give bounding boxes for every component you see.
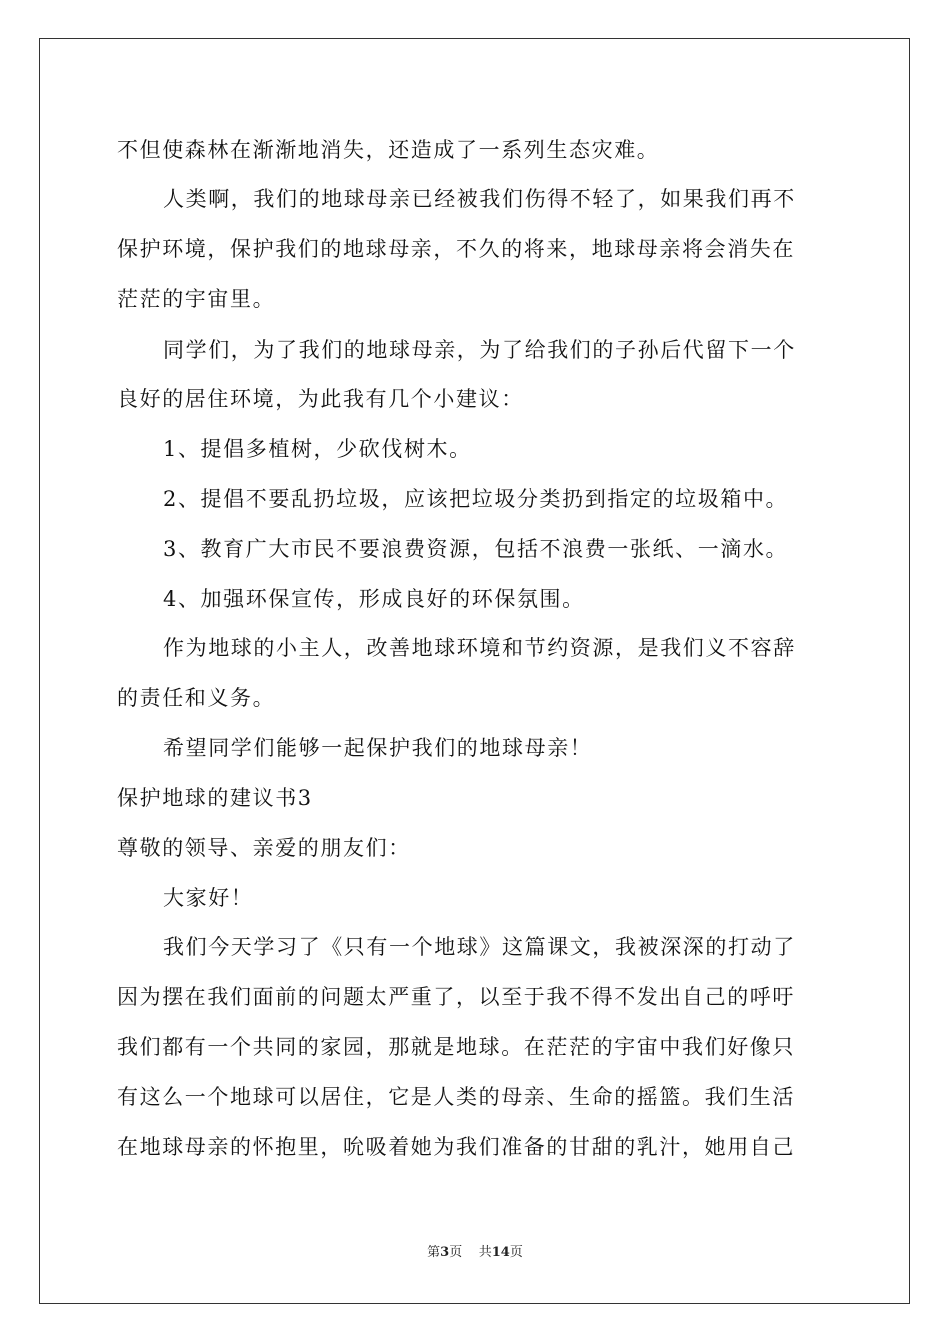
page-number: 3 [440,1245,450,1260]
total-suffix: 页 [509,1245,523,1260]
text-line: 我们都有一个共同的家园，那就是地球。在茫茫的宇宙中我们好像只 [117,1035,795,1059]
list-item: 4、加强环保宣传，形成良好的环保氛围。 [163,587,585,611]
page-suffix: 页 [449,1245,463,1260]
text-line: 保护环境，保护我们的地球母亲，不久的将来，地球母亲将会消失在 [117,237,795,261]
list-item: 2、提倡不要乱扔垃圾，应该把垃圾分类扔到指定的垃圾箱中。 [163,487,789,511]
text-line: 有这么一个地球可以居住，它是人类的母亲、生命的摇篮。我们生活 [117,1085,795,1109]
text-line: 茫茫的宇宙里。 [117,287,276,311]
text-line: 在地球母亲的怀抱里，吮吸着她为我们准备的甘甜的乳汁，她用自己 [117,1135,795,1159]
text-line: 的责任和义务。 [117,686,276,710]
list-item: 3、教育广大市民不要浪费资源，包括不浪费一张纸、一滴水。 [163,537,789,561]
list-item: 1、提倡多植树，少砍伐树木。 [163,437,472,461]
page-footer [0,1244,950,1262]
page-border [39,38,910,1304]
text-line: 良好的居住环境，为此我有几个小建议： [117,387,524,411]
greeting: 大家好！ [163,886,254,910]
page-prefix: 第 [427,1245,441,1260]
text-line: 因为摆在我们面前的问题太严重了，以至于我不得不发出自己的呼吁 [117,985,795,1009]
paragraph-line: 同学们，为了我们的地球母亲，为了给我们的子孙后代留下一个 [163,338,796,362]
page-total: 14 [491,1245,510,1260]
paragraph-line: 希望同学们能够一起保护我们的地球母亲！ [163,736,593,760]
text-line: 不但使森林在渐渐地消失，还造成了一系列生态灾难。 [117,138,660,162]
paragraph-line: 作为地球的小主人，改善地球环境和节约资源，是我们义不容辞 [163,636,796,660]
total-prefix: 共 [478,1245,492,1260]
salutation: 尊敬的领导、亲爱的朋友们： [117,836,411,860]
paragraph-line: 人类啊，我们的地球母亲已经被我们伤得不轻了，如果我们再不 [163,187,796,211]
paragraph-line: 我们今天学习了《只有一个地球》这篇课文，我被深深的打动了 [163,935,796,959]
section-heading: 保护地球的建议书3 [117,786,313,810]
